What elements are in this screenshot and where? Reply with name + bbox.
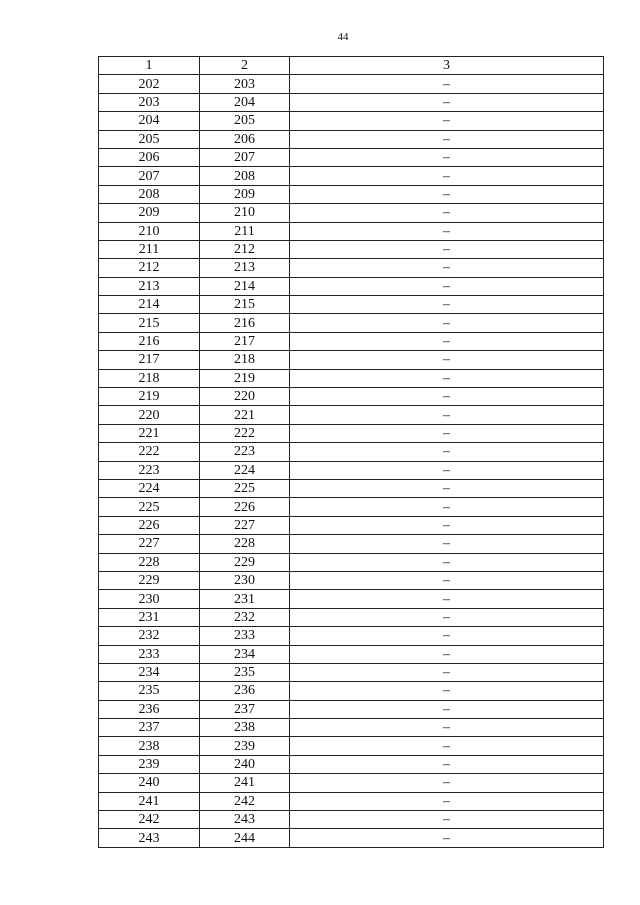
table-cell-col-2: 208 bbox=[200, 167, 290, 185]
table-cell-col-2: 205 bbox=[200, 112, 290, 130]
table-cell-col-2: 234 bbox=[200, 645, 290, 663]
table-cell-col-1: 208 bbox=[99, 185, 200, 203]
table-cell-col-1: 240 bbox=[99, 774, 200, 792]
table-cell-col-3: – bbox=[290, 516, 604, 534]
table-cell-col-3: – bbox=[290, 663, 604, 681]
table-row bbox=[99, 443, 604, 461]
table-row bbox=[99, 553, 604, 571]
table-cell-col-3: – bbox=[290, 535, 604, 553]
table-cell-col-3: – bbox=[290, 222, 604, 240]
table-row bbox=[99, 627, 604, 645]
table-cell-col-1: 217 bbox=[99, 351, 200, 369]
table-cell-col-1: 237 bbox=[99, 719, 200, 737]
table-cell-col-3: – bbox=[290, 443, 604, 461]
table-body bbox=[99, 75, 604, 847]
table-row bbox=[99, 535, 604, 553]
table-row bbox=[99, 130, 604, 148]
table-cell-col-3: – bbox=[290, 314, 604, 332]
table-cell-col-2: 212 bbox=[200, 240, 290, 258]
table-cell-col-2: 220 bbox=[200, 388, 290, 406]
table-row bbox=[99, 590, 604, 608]
table-cell-col-1: 227 bbox=[99, 535, 200, 553]
table-cell-col-2: 228 bbox=[200, 535, 290, 553]
table-cell-col-2: 214 bbox=[200, 277, 290, 295]
table-row bbox=[99, 645, 604, 663]
table-row bbox=[99, 682, 604, 700]
table-cell-col-1: 229 bbox=[99, 571, 200, 589]
table-row bbox=[99, 388, 604, 406]
table-cell-col-2: 238 bbox=[200, 719, 290, 737]
table-cell-col-1: 236 bbox=[99, 700, 200, 718]
table-cell-col-3: – bbox=[290, 130, 604, 148]
table-row bbox=[99, 240, 604, 258]
table-cell-col-1: 233 bbox=[99, 645, 200, 663]
table-cell-col-1: 232 bbox=[99, 627, 200, 645]
table-cell-col-3: – bbox=[290, 406, 604, 424]
header-col-3: 3 bbox=[290, 57, 604, 75]
table-row bbox=[99, 663, 604, 681]
table-row bbox=[99, 259, 604, 277]
table-cell-col-1: 207 bbox=[99, 167, 200, 185]
table-cell-col-2: 242 bbox=[200, 792, 290, 810]
table-cell-col-3: – bbox=[290, 608, 604, 626]
table-cell-col-3: – bbox=[290, 185, 604, 203]
table-cell-col-1: 228 bbox=[99, 553, 200, 571]
table-row bbox=[99, 314, 604, 332]
table-row bbox=[99, 811, 604, 829]
table-cell-col-3: – bbox=[290, 737, 604, 755]
table-row bbox=[99, 332, 604, 350]
table-cell-col-1: 210 bbox=[99, 222, 200, 240]
table-cell-col-3: – bbox=[290, 369, 604, 387]
table-cell-col-1: 223 bbox=[99, 461, 200, 479]
table-cell-col-3: – bbox=[290, 627, 604, 645]
table-cell-col-3: – bbox=[290, 259, 604, 277]
table-row bbox=[99, 755, 604, 773]
table-cell-col-3: – bbox=[290, 792, 604, 810]
table-cell-col-2: 231 bbox=[200, 590, 290, 608]
table-cell-col-2: 221 bbox=[200, 406, 290, 424]
table-cell-col-1: 212 bbox=[99, 259, 200, 277]
table-cell-col-1: 213 bbox=[99, 277, 200, 295]
table-row bbox=[99, 479, 604, 497]
table-cell-col-2: 227 bbox=[200, 516, 290, 534]
table-cell-col-1: 225 bbox=[99, 498, 200, 516]
table-cell-col-1: 235 bbox=[99, 682, 200, 700]
table-cell-col-3: – bbox=[290, 590, 604, 608]
table-cell-col-1: 242 bbox=[99, 811, 200, 829]
table-cell-col-2: 244 bbox=[200, 829, 290, 847]
table-row bbox=[99, 222, 604, 240]
table-cell-col-1: 221 bbox=[99, 424, 200, 442]
table-cell-col-1: 226 bbox=[99, 516, 200, 534]
table-cell-col-2: 219 bbox=[200, 369, 290, 387]
table-cell-col-1: 206 bbox=[99, 148, 200, 166]
table-cell-col-2: 207 bbox=[200, 148, 290, 166]
table-cell-col-1: 214 bbox=[99, 296, 200, 314]
table-cell-col-1: 209 bbox=[99, 204, 200, 222]
header-col-2: 2 bbox=[200, 57, 290, 75]
table-row bbox=[99, 719, 604, 737]
table-cell-col-3: – bbox=[290, 204, 604, 222]
table-row bbox=[99, 75, 604, 93]
table-cell-col-3: – bbox=[290, 755, 604, 773]
table-cell-col-1: 218 bbox=[99, 369, 200, 387]
table-cell-col-2: 243 bbox=[200, 811, 290, 829]
table-cell-col-1: 204 bbox=[99, 112, 200, 130]
table-row bbox=[99, 167, 604, 185]
table-row bbox=[99, 148, 604, 166]
table-cell-col-1: 238 bbox=[99, 737, 200, 755]
table-row bbox=[99, 93, 604, 111]
table-cell-col-3: – bbox=[290, 388, 604, 406]
table-cell-col-2: 240 bbox=[200, 755, 290, 773]
table-cell-col-3: – bbox=[290, 240, 604, 258]
data-table bbox=[98, 56, 604, 848]
table-row bbox=[99, 774, 604, 792]
table-row bbox=[99, 296, 604, 314]
header-row bbox=[99, 57, 604, 75]
table-row bbox=[99, 406, 604, 424]
table-cell-col-2: 223 bbox=[200, 443, 290, 461]
table-row bbox=[99, 792, 604, 810]
table-cell-col-2: 204 bbox=[200, 93, 290, 111]
table-cell-col-3: – bbox=[290, 571, 604, 589]
table-cell-col-2: 226 bbox=[200, 498, 290, 516]
table-row bbox=[99, 424, 604, 442]
table-cell-col-2: 225 bbox=[200, 479, 290, 497]
table-cell-col-3: – bbox=[290, 424, 604, 442]
table-cell-col-2: 206 bbox=[200, 130, 290, 148]
table-cell-col-3: – bbox=[290, 148, 604, 166]
table-cell-col-2: 209 bbox=[200, 185, 290, 203]
table-cell-col-1: 230 bbox=[99, 590, 200, 608]
table-cell-col-2: 222 bbox=[200, 424, 290, 442]
table-cell-col-2: 235 bbox=[200, 663, 290, 681]
table-cell-col-3: – bbox=[290, 332, 604, 350]
table-cell-col-2: 241 bbox=[200, 774, 290, 792]
table-cell-col-1: 241 bbox=[99, 792, 200, 810]
table-cell-col-2: 211 bbox=[200, 222, 290, 240]
table-cell-col-1: 239 bbox=[99, 755, 200, 773]
table-cell-col-2: 229 bbox=[200, 553, 290, 571]
table-cell-col-3: – bbox=[290, 682, 604, 700]
table-cell-col-1: 222 bbox=[99, 443, 200, 461]
table-row bbox=[99, 829, 604, 847]
table-cell-col-2: 237 bbox=[200, 700, 290, 718]
table-cell-col-3: – bbox=[290, 700, 604, 718]
table-cell-col-2: 236 bbox=[200, 682, 290, 700]
table-cell-col-3: – bbox=[290, 829, 604, 847]
table-cell-col-1: 220 bbox=[99, 406, 200, 424]
table-cell-col-1: 231 bbox=[99, 608, 200, 626]
table-cell-col-3: – bbox=[290, 498, 604, 516]
table-cell-col-3: – bbox=[290, 811, 604, 829]
header-col-1: 1 bbox=[99, 57, 200, 75]
table-cell-col-3: – bbox=[290, 479, 604, 497]
table-cell-col-2: 203 bbox=[200, 75, 290, 93]
table-cell-col-1: 215 bbox=[99, 314, 200, 332]
table-cell-col-3: – bbox=[290, 553, 604, 571]
table-cell-col-2: 215 bbox=[200, 296, 290, 314]
table-row bbox=[99, 461, 604, 479]
table-cell-col-1: 203 bbox=[99, 93, 200, 111]
table-cell-col-2: 239 bbox=[200, 737, 290, 755]
table-row bbox=[99, 369, 604, 387]
table-row bbox=[99, 277, 604, 295]
table-cell-col-2: 232 bbox=[200, 608, 290, 626]
table-header bbox=[99, 57, 604, 75]
table-cell-col-2: 213 bbox=[200, 259, 290, 277]
table-cell-col-3: – bbox=[290, 167, 604, 185]
table-cell-col-1: 243 bbox=[99, 829, 200, 847]
table-cell-col-3: – bbox=[290, 112, 604, 130]
table-cell-col-3: – bbox=[290, 719, 604, 737]
table-cell-col-3: – bbox=[290, 296, 604, 314]
table-cell-col-2: 233 bbox=[200, 627, 290, 645]
page-number: 44 bbox=[337, 31, 349, 43]
table-cell-col-3: – bbox=[290, 277, 604, 295]
table-row bbox=[99, 112, 604, 130]
table-cell-col-3: – bbox=[290, 93, 604, 111]
table-cell-col-2: 224 bbox=[200, 461, 290, 479]
table-row bbox=[99, 498, 604, 516]
table-row bbox=[99, 185, 604, 203]
table-row bbox=[99, 204, 604, 222]
table-row bbox=[99, 700, 604, 718]
table-cell-col-3: – bbox=[290, 645, 604, 663]
table-cell-col-3: – bbox=[290, 774, 604, 792]
table-cell-col-2: 216 bbox=[200, 314, 290, 332]
table-cell-col-1: 234 bbox=[99, 663, 200, 681]
table-row bbox=[99, 737, 604, 755]
table-row bbox=[99, 351, 604, 369]
table-cell-col-2: 217 bbox=[200, 332, 290, 350]
table-row bbox=[99, 608, 604, 626]
table-cell-col-1: 219 bbox=[99, 388, 200, 406]
table-cell-col-1: 224 bbox=[99, 479, 200, 497]
table-cell-col-2: 218 bbox=[200, 351, 290, 369]
table-cell-col-2: 230 bbox=[200, 571, 290, 589]
table-cell-col-3: – bbox=[290, 351, 604, 369]
table-cell-col-1: 205 bbox=[99, 130, 200, 148]
table-cell-col-3: – bbox=[290, 75, 604, 93]
table-cell-col-2: 210 bbox=[200, 204, 290, 222]
table-cell-col-1: 211 bbox=[99, 240, 200, 258]
table-row bbox=[99, 571, 604, 589]
table-cell-col-1: 202 bbox=[99, 75, 200, 93]
table-cell-col-1: 216 bbox=[99, 332, 200, 350]
table-row bbox=[99, 516, 604, 534]
table-cell-col-3: – bbox=[290, 461, 604, 479]
